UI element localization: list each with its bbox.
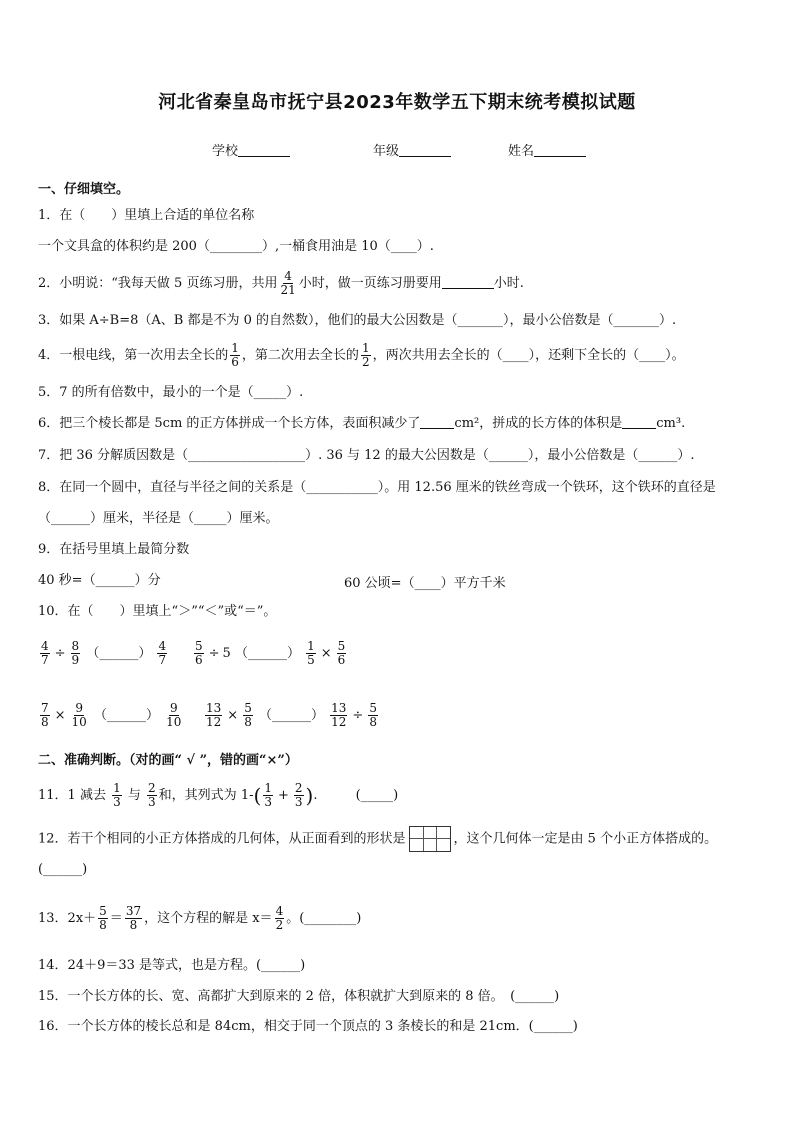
fraction: $\frac{9}{10}$ [71,701,87,729]
compare-blank[interactable]: （______） [234,646,300,661]
q6-text-c: cm³. [656,416,686,431]
q12-text-a: 12．若干个相同的小正方体搭成的几何体，从正面看到的形状是 [38,831,406,847]
question-7: 7．把 36 分解质因数是（__________________）. 36 与 12 的最大公因数是（______），最小公倍数是（______）. [38,448,695,463]
fraction: $\frac{5}{8}$ [99,904,107,932]
fraction: $\frac{13}{12}$ [206,701,222,729]
equals-sign: ＝ [109,911,123,926]
divide-sign: ÷ [54,646,66,661]
times-sign: × [227,708,239,723]
compare-blank[interactable]: （______） [258,708,324,723]
question-2 [38,270,524,297]
school-blank[interactable] [238,143,290,157]
fraction: $\frac{1}{3}$ [264,781,272,809]
q13-text-c: 。(________) [286,911,362,926]
question-15: 15．一个长方体的长、宽、高都扩大到原来的 2 倍，体积就扩大到原来的 8 倍。 (______) [38,989,560,1004]
page-title: 河北省秦皇岛市抚宁县2023年数学五下期末统考模拟试题 [158,92,636,113]
name-blank[interactable] [534,143,586,157]
fraction: $\frac{1}{2}$ [361,341,370,369]
front-view-figure [409,826,451,852]
q11-text-b: 与 [127,788,141,803]
compare-blank[interactable]: （______） [93,708,159,723]
q2-text-a: 2．小明说：“我每天做 5 页练习册，共用 [38,276,278,291]
question-6 [38,415,685,433]
whole-number: 5 [222,646,231,661]
q4-text-a: 4．一根电线，第一次用去全长的 [38,348,229,363]
divide-sign: ÷ [208,646,220,661]
q11-text-c: 和，其列式为 [158,788,237,803]
fraction: $\frac{4}{21}$ [280,269,296,297]
question-8-line-2: （______）厘米，半径是（_____）厘米。 [38,511,279,526]
divide-sign: ÷ [352,708,364,723]
question-4 [38,342,685,369]
fraction: $\frac{5}{8}$ [369,701,377,729]
compare-item-2 [192,640,348,667]
q11-text-a: 11．1 减去 [38,788,106,803]
fraction: $\frac{8}{9}$ [71,639,80,667]
question-3: 3．如果 A÷B=8（A、B 都是不为 0 的自然数），他们的最大公因数是（_______），最小公倍数是（_______）. [38,313,677,328]
question-14: 14．24＋9＝33 是等式，也是方程。(______) [38,958,306,973]
fraction: $\frac{1}{3}$ [113,781,121,809]
fraction: $\frac{9}{10}$ [166,701,182,729]
name-field [508,140,586,159]
school-label: 学校 [212,144,239,159]
fraction: $\frac{7}{8}$ [41,701,49,729]
question-16: 16．一个长方体的棱长总和是 84cm，相交于同一个顶点的 3 条棱长的和是 21cm．(______) [38,1019,578,1034]
q2-text-b: 小时，做一页练习册要用 [298,276,442,291]
section-heading-fill: 一、仔细填空。 [38,182,130,197]
question-8-line-1: 8．在同一个圆中，直径与半径之间的关系是（___________）。用 12.56 厘米的铁丝弯成一个铁环，这个铁环的直径是 [38,480,716,495]
fraction: $\frac{4}{7}$ [41,639,49,667]
question-11: 11．1 减去 $\frac{1}{3}$ 与 $\frac{2}{3}$ 和，其列式为 1-( $\frac{1}{3}$ + $\frac{2}{3}$ ). (_____) [38,781,399,809]
expr-one: 1- [240,788,254,803]
question-5: 5．7 的所有倍数中，最小的一个是（_____）. [38,385,304,400]
q4-text-b: ，第二次用去全长的 [241,348,359,363]
section-heading-judge: 二、准确判断。（对的画“ √ ”，错的画“×”） [38,753,298,768]
plus-sign: + [277,788,289,803]
compare-item-1 [38,640,169,667]
times-sign: × [54,708,66,723]
q6-text-a: 6．把三个棱长都是 5cm 的正方体拼成一个长方体，表面积减少了 [38,416,421,431]
q4-text-c: ，两次共用去全长的（____），还剩下全长的（____）。 [372,348,685,363]
grade-field [373,140,451,159]
fraction: $\frac{5}{6}$ [337,639,346,667]
q6-text-b: cm²，拼成的长方体的体积是 [454,416,623,431]
judge-blank[interactable]: (_____) [355,788,399,803]
compare-item-3 [38,702,184,729]
fraction: $\frac{5}{8}$ [244,701,252,729]
fraction: $\frac{4}{7}$ [158,639,167,667]
fraction: $\frac{37}{8}$ [125,904,142,932]
q2-text-c: 小时. [493,276,524,291]
grade-label: 年级 [373,144,400,159]
fraction: $\frac{4}{2}$ [275,904,284,932]
q13-text-a: 13．2x＋ [38,911,97,926]
question-12 [38,826,717,852]
question-1-text: 一个文具盒的体积约是 200（________）,一桶食用油是 10（____）. [38,239,434,254]
left-paren: ( [253,783,262,808]
name-label: 姓名 [508,144,535,159]
question-9-left: 40 秒=（______）分 [38,573,161,588]
fraction: $\frac{2}{3}$ [294,781,303,809]
compare-item-4 [203,702,380,729]
answer-blank[interactable] [442,276,494,289]
question-12-blank[interactable]: (______) [38,862,88,877]
compare-blank[interactable]: （______） [86,646,152,661]
fraction: $\frac{1}{5}$ [307,639,315,667]
answer-blank[interactable] [420,416,454,429]
question-9-right: 60 公顷=（____）平方千米 [344,576,506,591]
grade-blank[interactable] [399,143,451,157]
question-1-head: 1．在（ ）里填上合适的单位名称 [38,208,255,223]
q13-text-b: ，这个方程的解是 x＝ [144,911,273,926]
question-10-head: 10．在（ ）里填上“＞”“＜”或“＝”。 [38,604,277,619]
times-sign: × [320,646,332,661]
school-field [212,140,290,159]
right-paren: ) [305,783,314,808]
fraction: $\frac{2}{3}$ [148,781,156,809]
question-9-head: 9．在括号里填上最简分数 [38,542,190,557]
fraction: $\frac{1}{6}$ [231,341,239,369]
q12-text-b: ，这个几何体一定是由 5 个小正方体搭成的。 [453,831,718,847]
fraction: $\frac{5}{6}$ [195,639,203,667]
answer-blank[interactable] [622,416,656,429]
question-13 [38,905,361,932]
fraction: $\frac{13}{12}$ [331,701,347,729]
